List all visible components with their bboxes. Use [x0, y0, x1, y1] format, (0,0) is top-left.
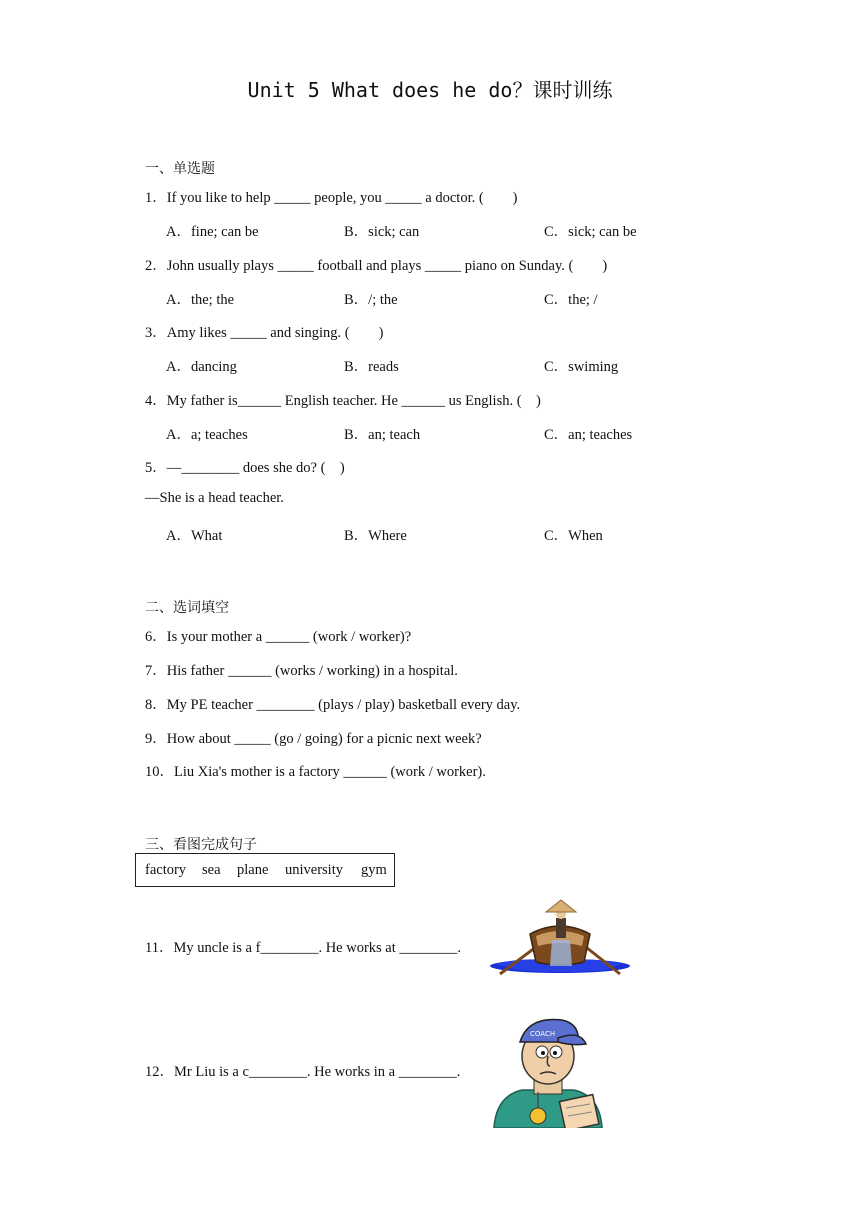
q3-option-b[interactable]: B．reads: [344, 359, 399, 375]
q2-option-b[interactable]: B．/; the: [344, 292, 398, 308]
question-10[interactable]: 10．Liu Xia's mother is a factory ______ (work / worker).: [145, 764, 486, 780]
q1-option-a[interactable]: A．fine; can be: [166, 224, 259, 240]
word-bank-item: gym: [361, 862, 387, 878]
rowing-boat-picture: [486, 896, 632, 996]
question-8[interactable]: 8．My PE teacher ________ (plays / play) basketball every day.: [145, 697, 521, 713]
coach-picture: [488, 1012, 610, 1128]
word-bank-item: sea: [202, 862, 221, 878]
q4-option-b[interactable]: B．an; teach: [344, 427, 421, 443]
q4-option-a[interactable]: A．a; teaches: [166, 427, 248, 443]
q1-option-b[interactable]: B．sick; can: [344, 224, 420, 240]
question-6[interactable]: 6．Is your mother a ______ (work / worker)?: [145, 629, 412, 645]
q4-option-c[interactable]: C．an; teaches: [544, 427, 633, 443]
question-2: 2．John usually plays _____ football and plays _____ piano on Sunday. ( ): [145, 258, 608, 274]
cap-logo-text: COACH: [530, 1030, 556, 1038]
word-bank-item: university: [285, 862, 343, 878]
section-heading-single-choice: 一、单选题: [145, 161, 215, 177]
page-title: Unit 5 What does he do？课时训练: [247, 78, 613, 102]
question-9[interactable]: 9．How about _____ (go / going) for a picnic next week?: [145, 731, 482, 747]
question-5-dialogue: —She is a head teacher.: [145, 490, 284, 506]
question-3: 3．Amy likes _____ and singing. ( ): [145, 325, 384, 341]
question-12[interactable]: 12．Mr Liu is a c________. He works in a ________.: [145, 1064, 461, 1080]
question-11[interactable]: 11．My uncle is a f________. He works at ________.: [145, 940, 462, 956]
word-bank-item: plane: [237, 862, 269, 878]
section-heading-picture-sentences: 三、看图完成句子: [145, 837, 257, 853]
q1-option-c[interactable]: C．sick; can be: [544, 224, 637, 240]
q3-option-a[interactable]: A．dancing: [166, 359, 237, 375]
q3-option-c[interactable]: C．swiming: [544, 359, 619, 375]
question-7[interactable]: 7．His father ______ (works / working) in a hospital.: [145, 663, 458, 679]
word-bank-item: factory: [145, 862, 187, 878]
question-1: 1．If you like to help _____ people, you _____ a doctor. ( ): [145, 190, 518, 206]
section-heading-fill-words: 二、选词填空: [145, 600, 229, 616]
q2-option-a[interactable]: A．the; the: [166, 292, 235, 308]
word-bank-box: [135, 853, 395, 887]
question-5: 5．—________ does she do? ( ): [145, 460, 345, 476]
q2-option-c[interactable]: C．the; /: [544, 292, 598, 308]
q5-option-b[interactable]: B．Where: [344, 528, 407, 544]
q5-option-a[interactable]: A．What: [166, 528, 223, 544]
q5-option-c[interactable]: C．When: [544, 528, 603, 544]
question-4: 4．My father is______ English teacher. He ______ us English. ( ): [145, 393, 541, 409]
